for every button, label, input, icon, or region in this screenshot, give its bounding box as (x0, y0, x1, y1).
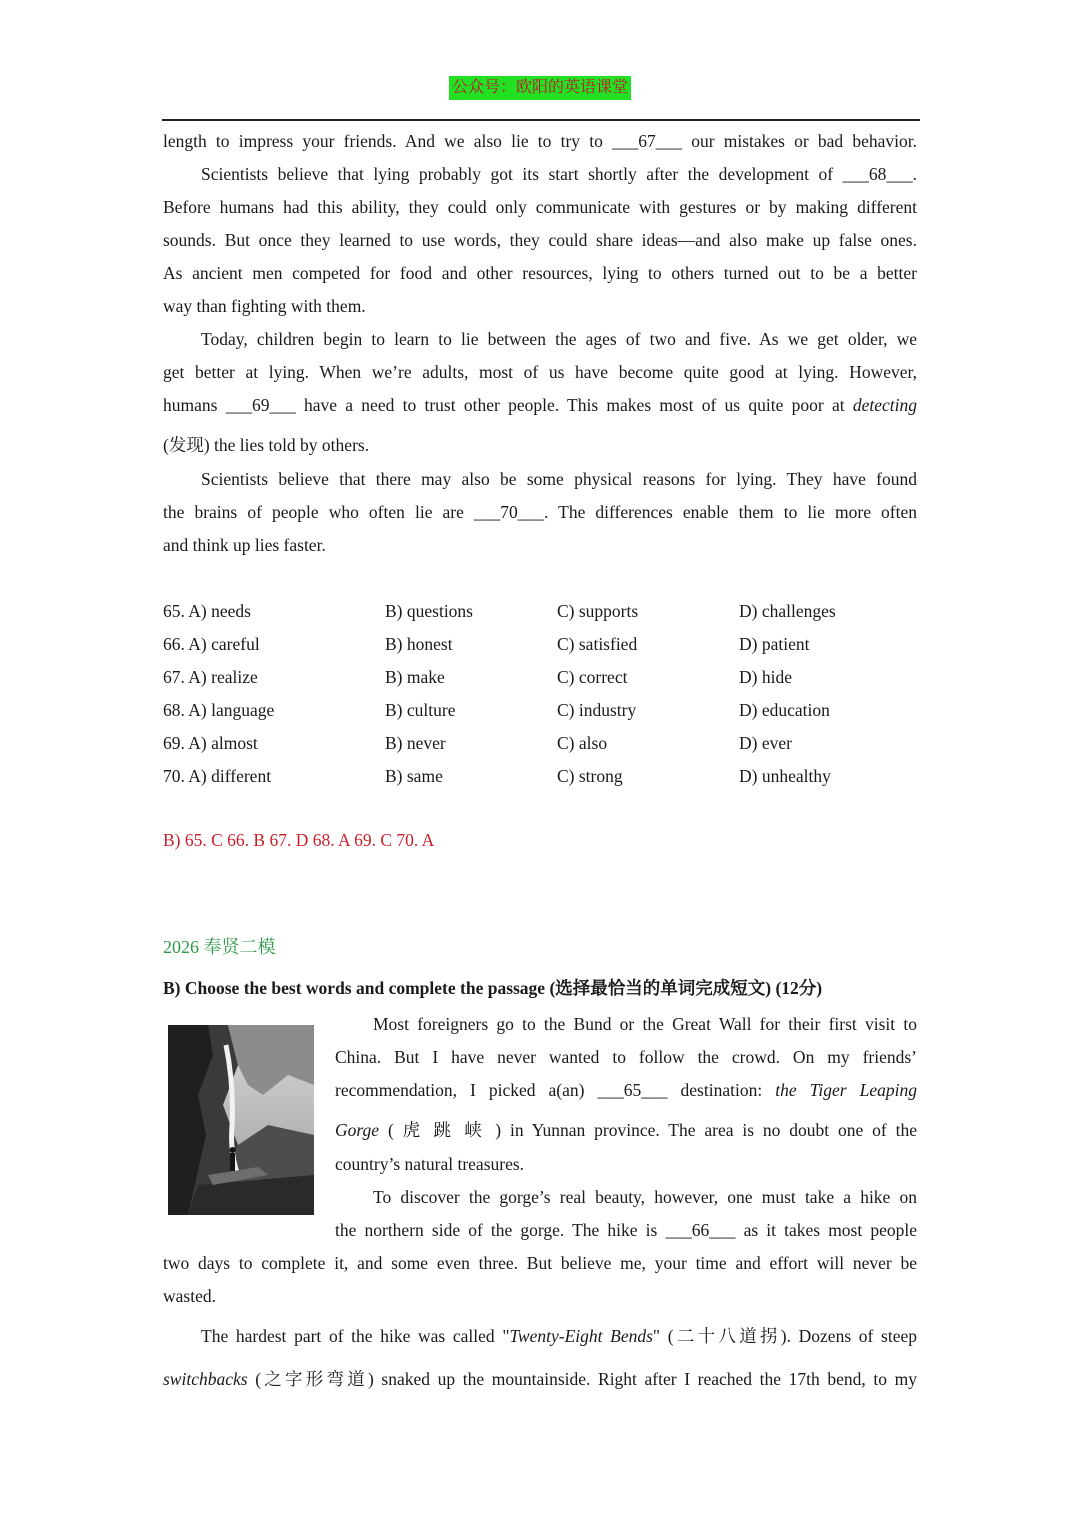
answer-key: B) 65. C 66. B 67. D 68. A 69. C 70. A (163, 830, 435, 850)
option-d: D) ever (739, 733, 792, 753)
section-title: 2026 奉贤二模 (163, 937, 276, 957)
option-a: 68. A) language (163, 700, 275, 720)
passage-line: two days to complete it, and some even three. But believe me, your time and effort will never be (163, 1253, 917, 1273)
passage-line: get better at lying. When we’re adults, most of us have become quite good at lying. However, (163, 362, 917, 382)
passage-text: (之字形弯道) snaked up the mountainside. Right after I reached the 17th bend, to my (247, 1369, 917, 1389)
option-b: B) never (385, 733, 446, 753)
italic-word: the Tiger Leaping (775, 1080, 917, 1100)
option-c: C) strong (557, 766, 623, 786)
gorge-photo (168, 1025, 314, 1215)
option-a: 65. A) needs (163, 601, 251, 621)
option-a: 70. A) different (163, 766, 272, 786)
passage-line: Scientists believe that lying probably got its start shortly after the development of ___68___. (201, 164, 917, 184)
passage-line: As ancient men competed for food and other resources, lying to others turned out to be a better (163, 263, 917, 283)
italic-word: Gorge (335, 1120, 380, 1140)
option-c: C) satisfied (557, 634, 638, 654)
option-a: 66. A) careful (163, 634, 260, 654)
passage-text: " (二十八道拐). Dozens of steep (652, 1326, 917, 1346)
passage-line (335, 1117, 917, 1142)
option-c: C) also (557, 733, 608, 753)
option-d: D) unhealthy (739, 766, 831, 786)
header-divider (162, 119, 920, 121)
passage-line: country’s natural treasures. (335, 1154, 525, 1174)
option-d: D) hide (739, 667, 792, 687)
passage-line (201, 1323, 917, 1348)
passage-line: Most foreigners go to the Bund or the Great Wall for their first visit to (373, 1014, 917, 1034)
passage-text: recommendation, I picked a(an) ___65___ destination: (335, 1080, 763, 1100)
header-tag: 公众号：欧阳的英语课堂 (449, 76, 631, 100)
passage-line (335, 1080, 917, 1101)
passage-line: Today, children begin to learn to lie between the ages of two and five. As we get older, we (201, 329, 917, 349)
passage-text: humans ___69___ have a need to trust other people. This makes most of us quite poor at (163, 395, 845, 415)
passage-line: wasted. (163, 1286, 216, 1306)
passage-line: sounds. But once they learned to use words, they could share ideas—and also make up false ones. (163, 230, 917, 250)
italic-word: detecting (852, 395, 917, 415)
passage-line: To discover the gorge’s real beauty, however, one must take a hike on (373, 1187, 917, 1207)
passage-line: the brains of people who often lie are ___70___. The differences enable them to lie more often (163, 502, 917, 522)
passage-line: Scientists believe that there may also be some physical reasons for lying. They have found (201, 469, 917, 489)
passage-line: Before humans had this ability, they could only communicate with gestures or by making different (163, 197, 917, 217)
option-a: 69. A) almost (163, 733, 258, 753)
section-instruction: B) Choose the best words and complete the passage (选择最恰当的单词完成短文) (12分) (163, 978, 823, 998)
option-d: D) patient (739, 634, 810, 654)
option-c: C) supports (557, 601, 639, 621)
passage-line (163, 1366, 917, 1391)
passage-line: (发现) the lies told by others. (163, 435, 370, 455)
option-b: B) same (385, 766, 443, 786)
italic-word: switchbacks (163, 1369, 248, 1389)
passage-text: ( 虎 跳 峡 ) in Yunnan province. The area is no doubt one of the (379, 1120, 917, 1140)
option-b: B) questions (385, 601, 473, 621)
passage-line: China. But I have never wanted to follow the crowd. On my friends’ (335, 1047, 917, 1067)
option-d: D) challenges (739, 601, 836, 621)
option-b: B) make (385, 667, 445, 687)
option-b: B) honest (385, 634, 453, 654)
passage-line: the northern side of the gorge. The hike is ___66___ as it takes most people (335, 1220, 917, 1240)
option-d: D) education (739, 700, 830, 720)
passage-line: way than fighting with them. (163, 296, 366, 316)
option-b: B) culture (385, 700, 456, 720)
passage-line: and think up lies faster. (163, 535, 326, 555)
passage-line (163, 395, 917, 416)
option-c: C) industry (557, 700, 637, 720)
option-c: C) correct (557, 667, 628, 687)
italic-word: Twenty-Eight Bends (509, 1326, 653, 1346)
passage-line: length to impress your friends. And we also lie to try to ___67___ our mistakes or bad behavior. (163, 131, 917, 151)
option-a: 67. A) realize (163, 667, 258, 687)
passage-text: The hardest part of the hike was called " (201, 1326, 510, 1346)
page-header (0, 76, 1080, 100)
